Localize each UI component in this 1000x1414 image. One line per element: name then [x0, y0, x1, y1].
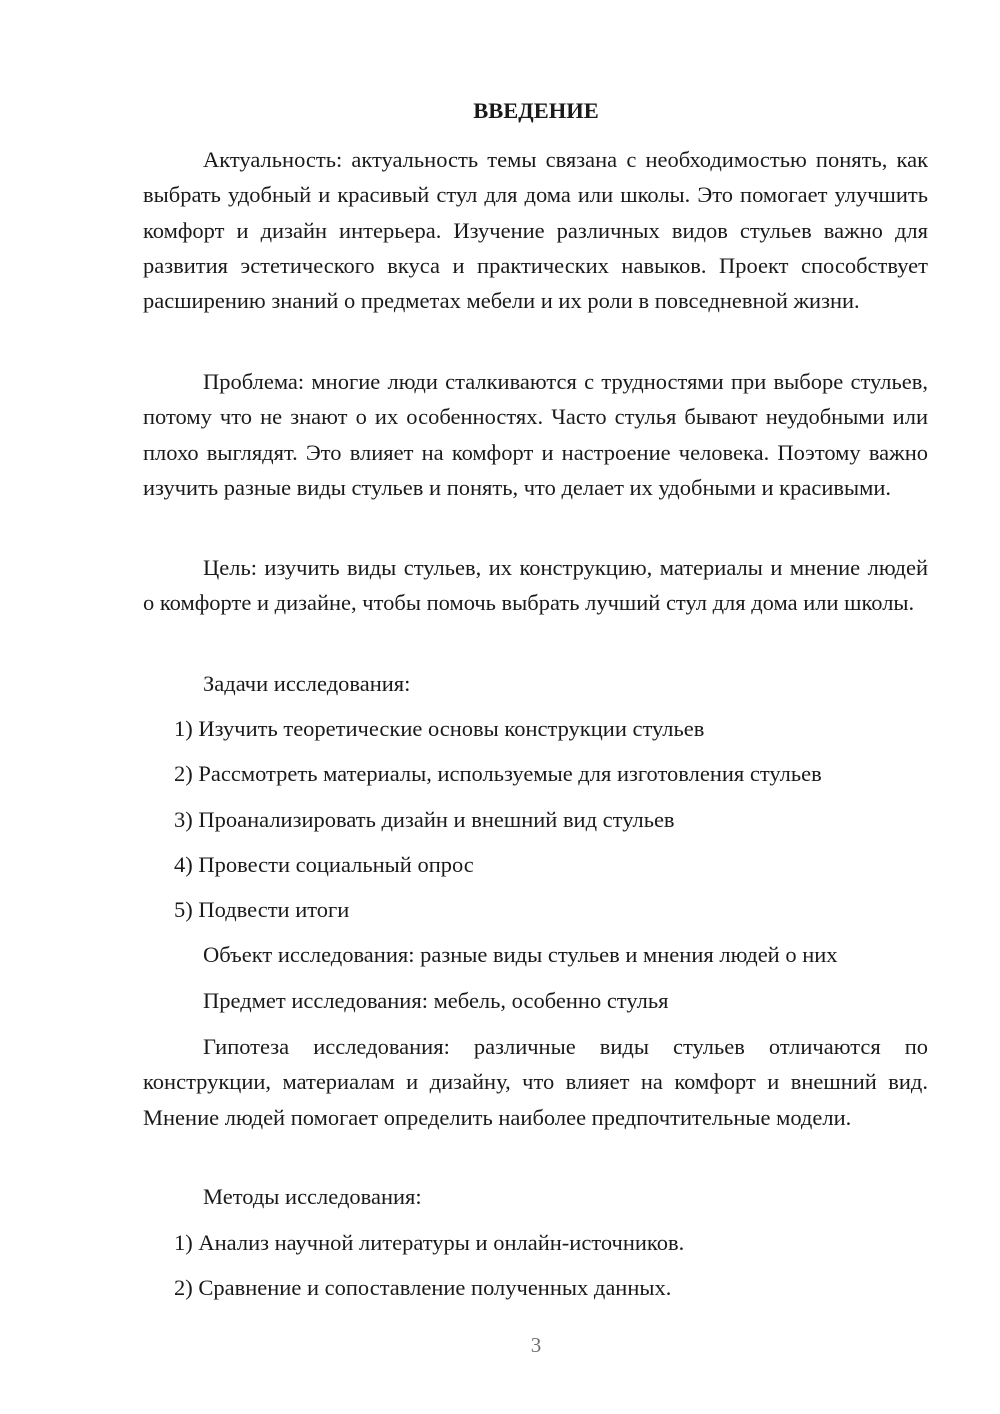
problem-paragraph: Проблема: многие люди сталкиваются с трудностями при выборе стульев, потому что не знают о их особенностях. Часто стулья бывают неудобными или плохо выглядят. Это влияет на комфорт и настроение человека. Поэтому важно изучить разные виды стульев и понять, что делает их удобными и красивыми.: [143, 369, 928, 500]
tasks-heading: Задачи исследования:: [203, 671, 411, 696]
task-item: 2) Рассмотреть материалы, используемые для изготовления стульев: [174, 761, 822, 786]
task-item: 3) Проанализировать дизайн и внешний вид стульев: [174, 807, 675, 832]
task-item: 4) Провести социальный опрос: [174, 852, 474, 877]
relevance-paragraph: Актуальность: актуальность темы связана с необходимостью понять, как выбрать удобный и красивый стул для дома или школы. Это помогает улучшить комфорт и дизайн интерьера. Изучение различных видов стульев важно для развития эстетического вкуса и практических навыков. Проект способствует расширению знаний о предметах мебели и их роли в повседневной жизни.: [143, 147, 928, 314]
page-number: 3: [530, 1333, 542, 1357]
task-item: 1) Изучить теоретические основы конструкции стульев: [174, 716, 705, 741]
goal-paragraph: Цель: изучить виды стульев, их конструкцию, материалы и мнение людей о комфорте и дизайне, чтобы помочь выбрать лучший стул для дома или школы.: [143, 555, 928, 616]
page-title: ВВЕДЕНИЕ: [473, 98, 599, 123]
hypothesis-paragraph: Гипотеза исследования: различные виды стульев отличаются по конструкции, материалам и дизайну, что влияет на комфорт и внешний вид. Мнение людей помогает определить наиболее предпочтительные модели.: [143, 1034, 928, 1130]
methods-heading: Методы исследования:: [203, 1184, 422, 1209]
task-item: 5) Подвести итоги: [174, 897, 350, 922]
research-subject: Предмет исследования: мебель, особенно стулья: [203, 988, 669, 1013]
research-object: Объект исследования: разные виды стульев и мнения людей о них: [203, 942, 838, 967]
method-item: 2) Сравнение и сопоставление полученных данных.: [174, 1275, 672, 1300]
method-item: 1) Анализ научной литературы и онлайн-источников.: [174, 1230, 685, 1255]
